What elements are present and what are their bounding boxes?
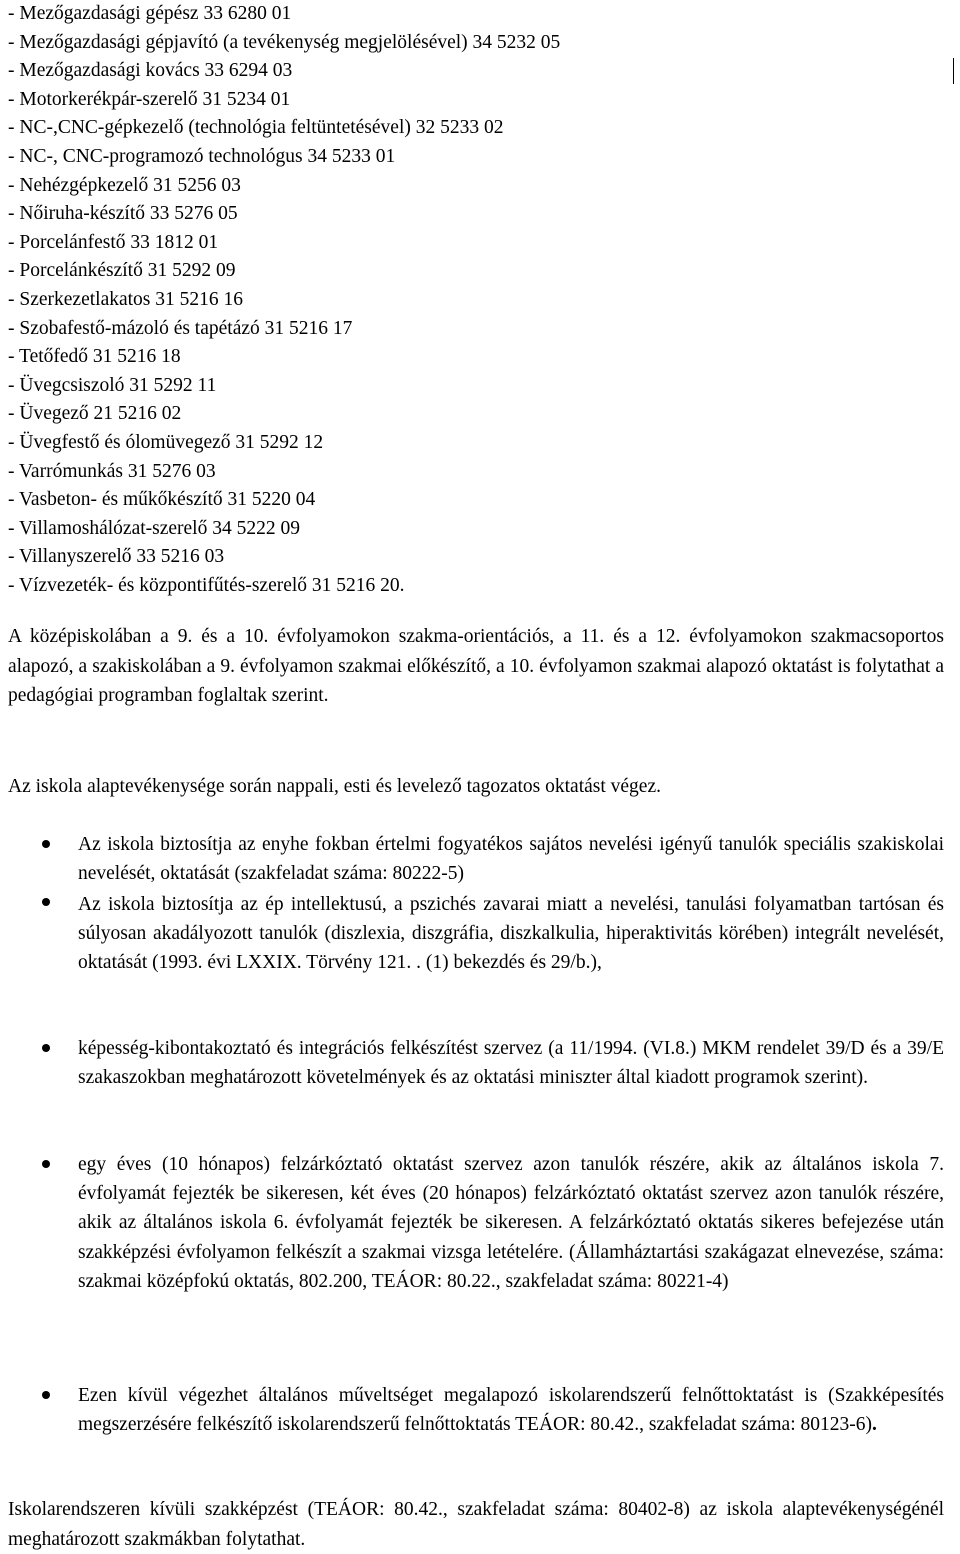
list-item: - Mezőgazdasági gépjavító (a tevékenység megjelölésével) 34 5232 05 — [8, 31, 561, 53]
list-item: - Porcelánkészítő 31 5292 09 — [8, 260, 236, 282]
list-item: - Nehézgépkezelő 31 5256 03 — [8, 174, 241, 196]
margin-mark — [953, 58, 954, 84]
bullet-icon — [42, 1391, 50, 1399]
list-item: - Mezőgazdasági kovács 33 6294 03 — [8, 60, 293, 82]
bullet-text: Az iskola biztosítja az ép intellektusú, a pszichés zavarai miatt a nevelési, tanulási folyamatban tartósan és súlyosan akadályozott tanulók (diszlexia, diszgráfia, diszkalkulia, hiperaktivitás körében) integrált nevelését, oktatását (1993. évi LXXIX. Törvény 121. . (1) bekezdés és 29/b.), — [78, 894, 944, 974]
list-item: - Üvegcsiszoló 31 5292 11 — [8, 374, 217, 396]
bullet-item — [78, 1150, 944, 1296]
bullet-text: Ezen kívül végezhet általános műveltséget megalapozó iskolarendszerű felnőttoktatást is (Szakképesítés megszerzésére felkészítő iskolarendszerű felnőttoktatás TEÁOR: 80.42., szakfeladat száma: 80123-6) — [78, 1385, 944, 1436]
list-item: - Villanyszerelő 33 5216 03 — [8, 546, 225, 568]
list-item: - Villamoshálózat-szerelő 34 5222 09 — [8, 517, 300, 539]
list-item: - Mezőgazdasági gépész 33 6280 01 — [8, 3, 292, 24]
bullet-text: egy éves (10 hónapos) felzárkóztató oktatást szervez azon tanulók részére, akik az általános iskola 7. évfolyamát fejezték be sikeresen, két éves (20 hónapos) felzárkóztató oktatást szervez azon tanulók részére, akik az általános iskola 6. évfolyamát fejezték be sikeresen. A felzárkóztató oktatás sikeres befejezése után szakképzési évfolyamon felkészít a szakmai vizsga letételére. (Államháztartási szakágazat elnevezése, száma: szakmai középfokú oktatás, 802.200, TEÁOR: 80.22., szakfeladat száma: 80221-4) — [78, 1154, 944, 1292]
bullet-text: képesség-kibontakoztató és integrációs felkészítést szervez (a 11/1994. (VI.8.) MKM rendelet 39/D és a 39/E szakaszokban meghatározott követelmények és az oktatási miniszter által kiadott programok szerint). — [78, 1038, 944, 1089]
bullet-item — [78, 890, 944, 978]
paragraph-adult-training: Iskolarendszeren kívüli szakképzést (TEÁOR: 80.42., szakfeladat száma: 80402-8) az iskola alaptevékenységénél meghatározott szakmákban folytathat. — [8, 1499, 944, 1550]
list-item: - Vízvezeték- és központifűtés-szerelő 31 5216 20. — [8, 574, 405, 596]
bullet-item — [78, 830, 944, 888]
list-item: - Szerkezetlakatos 31 5216 16 — [8, 288, 244, 310]
list-item: - NC-, CNC-programozó technológus 34 5233 01 — [8, 145, 396, 167]
list-item: - Varrómunkás 31 5276 03 — [8, 460, 216, 482]
list-item: - Nőiruha-készítő 33 5276 05 — [8, 203, 238, 225]
bullet-icon — [42, 898, 50, 906]
bullet-icon — [42, 1044, 50, 1052]
bullet-item — [78, 1381, 944, 1439]
bullet-item — [78, 1034, 944, 1092]
list-item: - Motorkerékpár-szerelő 31 5234 01 — [8, 88, 291, 110]
list-item: - Szobafestő-mázoló és tapétázó 31 5216 17 — [8, 317, 353, 339]
bullet-icon — [42, 1160, 50, 1168]
bullet-icon — [42, 840, 50, 848]
qualification-list — [8, 0, 948, 600]
list-item: - Tetőfedő 31 5216 18 — [8, 346, 181, 368]
list-item: - NC-,CNC-gépkezelő (technológia feltüntetésével) 32 5233 02 — [8, 117, 504, 139]
list-item: - Porcelánfestő 33 1812 01 — [8, 231, 219, 253]
paragraph-education-forms: Az iskola alaptevékenysége során nappali, esti és levelező tagozatos oktatást végez. — [8, 776, 661, 797]
list-item: - Vasbeton- és műkőkészítő 31 5220 04 — [8, 489, 316, 511]
bullet-text: Az iskola biztosítja az enyhe fokban értelmi fogyatékos sajátos nevelési igényű tanulók speciális szakiskolai nevelését, oktatását (szakfeladat száma: 80222-5) — [78, 834, 944, 885]
list-item: - Üvegfestő és ólomüvegező 31 5292 12 — [8, 431, 324, 453]
paragraph-orientation: A középiskolában a 9. és a 10. évfolyamokon szakma-orientációs, a 11. és a 12. évfolyamokon szakmacsoportos alapozó, a szakiskolában a 9. évfolyamon szakmai előkészítő, a 10. évfolyamon szakmai alapozó oktatást is folytathat a pedagógiai programban foglaltak szerint. — [8, 626, 944, 706]
list-item: - Üvegező 21 5216 02 — [8, 403, 182, 425]
bullet-text-end: . — [871, 1414, 877, 1436]
